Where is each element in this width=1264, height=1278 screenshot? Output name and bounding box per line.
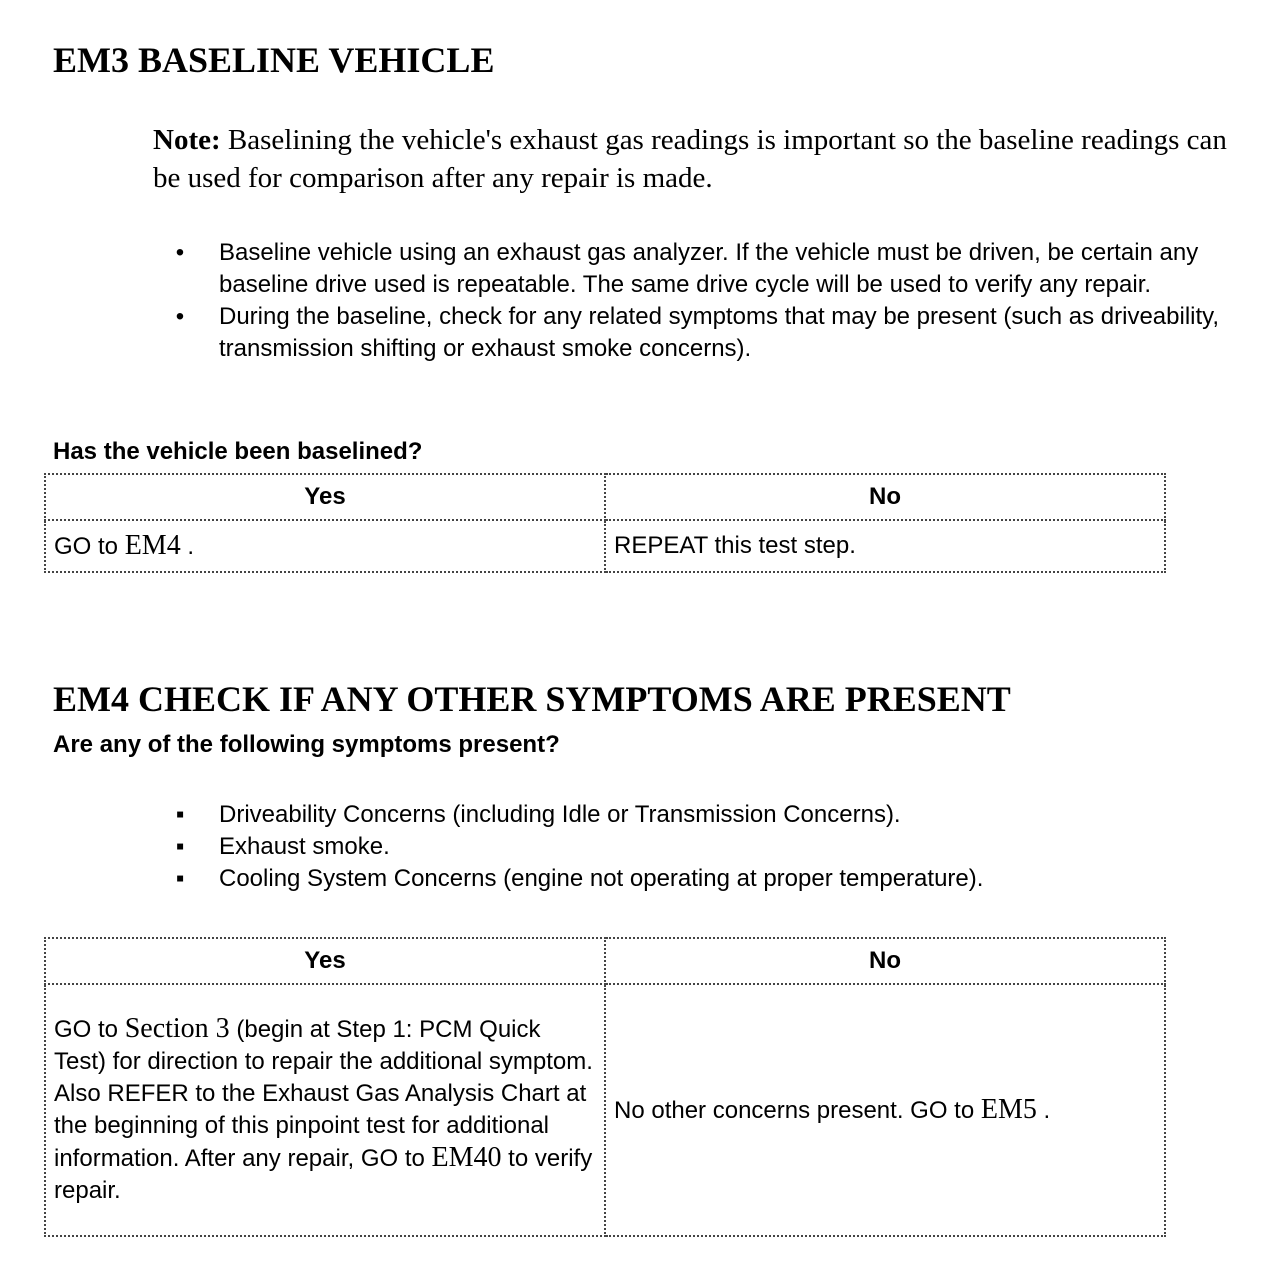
em40-link[interactable]: EM40 [431,1142,502,1173]
table-header-row [45,938,1165,984]
yes-cell [45,520,605,572]
em4-bullet-list [0,799,1244,895]
square-bullet-icon: ▪ [175,865,185,892]
yes-part1: GO to [54,1016,125,1043]
list-item [0,301,1244,365]
yes-header: Yes [45,938,605,984]
yes-prefix: GO to [54,532,125,560]
em4-decision-table [44,937,1166,1237]
no-header: No [605,938,1165,984]
no-header: No [605,474,1165,520]
square-bullet-icon: ▪ [175,801,185,828]
em3-note [153,121,1243,197]
yes-part2: (begin at Step 1: PCM Quick Test) for direction to repair the additional symptom. Also REFER to the Exhaust Gas Analysis Chart at the beginning of this pinpoint test for additional information. After any repair, GO to [54,1016,593,1172]
em4-section-title: EM4 CHECK IF ANY OTHER SYMPTOMS ARE PRESENT [53,679,1011,719]
list-item-text: Exhaust smoke. [219,833,390,860]
em3-section-title: EM3 BASELINE VEHICLE [53,40,495,80]
yes-suffix: . [180,532,195,560]
no-cell: REPEAT this test step. [605,520,1165,572]
list-item [0,799,1244,831]
em5-link[interactable]: EM5 [980,1093,1037,1125]
note-text: Baselining the vehicle's exhaust gas readings is important so the baseline readings can be used for comparison after any repair is made. [153,124,1227,194]
yes-header: Yes [45,474,605,520]
yes-cell [45,984,605,1236]
list-item [0,831,1244,863]
no-cell [605,984,1165,1236]
em3-decision-table [44,473,1166,573]
list-item [0,863,1244,895]
em4-question: Are any of the following symptoms present? [53,731,560,758]
bullet-icon: • [175,303,185,330]
no-suffix: . [1036,1096,1051,1124]
table-row [45,520,1165,572]
square-bullet-icon: ▪ [175,833,185,860]
list-item [0,237,1244,301]
bullet-icon: • [175,239,185,266]
list-item-text: Driveability Concerns (including Idle or Transmission Concerns). [219,801,901,828]
yes-part3: to verify repair. [54,1145,593,1204]
em3-question: Has the vehicle been baselined? [53,438,423,465]
em3-bullet-list [0,237,1244,365]
list-item-text: During the baseline, check for any related symptoms that may be present (such as driveability, transmission shifting or exhaust smoke concerns). [219,303,1220,362]
section-3-link[interactable]: Section 3 [124,1013,230,1044]
list-item-text: Cooling System Concerns (engine not operating at proper temperature). [219,865,984,892]
note-label: Note: [153,124,221,156]
em4-link[interactable]: EM4 [124,529,181,561]
no-prefix: No other concerns present. GO to [614,1096,981,1124]
list-item-text: Baseline vehicle using an exhaust gas analyzer. If the vehicle must be driven, be certain any baseline drive used is repeatable. The same drive cycle will be used to verify any repair. [219,239,1199,298]
table-row [45,984,1165,1236]
table-header-row [45,474,1165,520]
